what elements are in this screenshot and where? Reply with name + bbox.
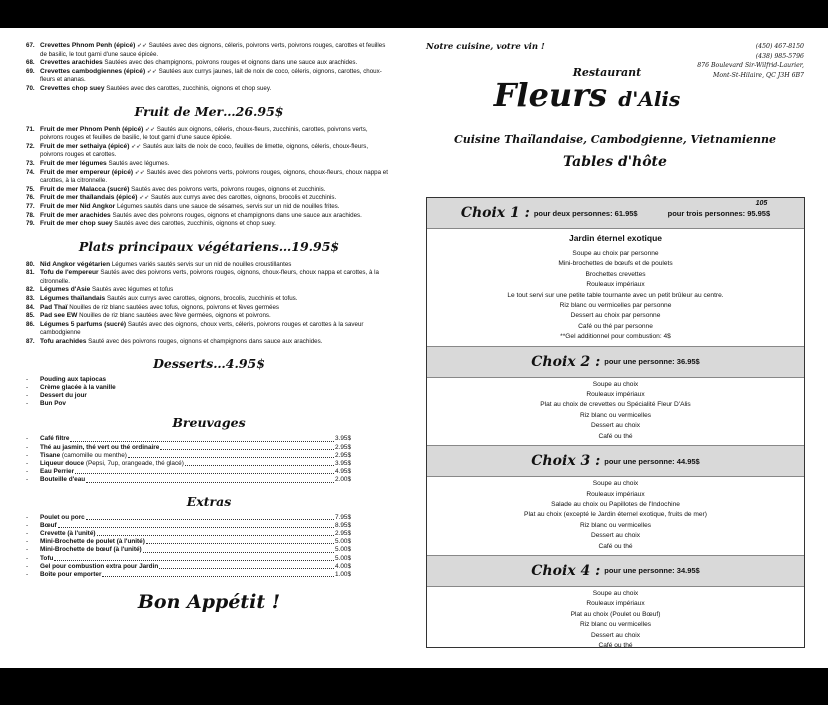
restaurant-name: [398, 76, 776, 115]
choix-1-price-two: pour deux personnes: 61.95$: [533, 208, 638, 218]
dash-marker: -: [26, 571, 29, 579]
item-number: 79.: [26, 220, 35, 228]
dot-leader: [75, 468, 334, 474]
menu-line: Soupe au choix: [592, 480, 639, 488]
jardin-title: Jardin éternel exotique: [568, 233, 663, 243]
phone-1: (450) 467-8150: [755, 43, 804, 50]
price-row-label: [40, 546, 142, 554]
address-line-2: Mont-St-Hilaire, QC J3H 6B7: [713, 71, 804, 79]
dot-leader: [160, 444, 334, 450]
price-row-name: Bœuf: [40, 521, 57, 529]
dash-marker: -: [26, 460, 29, 468]
price-row-name: Gel pour combustion extra pour Jardin: [40, 562, 159, 570]
item-description: Sautés avec des oignons, choux verts, céleris, poivrons rouges et carottes à la saveur cambodgienne: [40, 320, 364, 337]
item-number: 67.: [26, 42, 35, 49]
menu-item: [26, 261, 392, 270]
menu-item: [26, 85, 392, 94]
menu-item: [26, 143, 392, 160]
beverages-list: [26, 435, 351, 484]
price-row: [26, 571, 351, 579]
item-name: Fruit de mer Malacca (sucré): [40, 185, 130, 193]
extras-list: [26, 514, 351, 580]
restaurant-name-a: Fleurs: [493, 76, 608, 114]
item-description: Sautés avec des poivrons verts, poivrons rouges, oignons, choux-fleurs, choux nappa et carottes, à la citronnelle.: [40, 168, 388, 185]
restaurant-logo: [398, 66, 776, 115]
item-description: Sautés avec des poivrons verts, poivrons rouges, oignons et zucchinis.: [131, 185, 326, 193]
item-number: 73.: [26, 159, 35, 167]
item-number: 86.: [26, 320, 35, 328]
item-number: 68.: [26, 59, 35, 67]
menu-item: [26, 220, 392, 229]
dash-marker: -: [26, 468, 29, 476]
menu-item: [26, 338, 392, 347]
price-row-sub: (camomille ou menthe): [61, 451, 127, 459]
menu-line: Café ou thé: [598, 432, 633, 440]
price-value: 4.00$: [335, 562, 351, 570]
menu-line: Riz blanc ou vermicelles par personne: [559, 302, 672, 310]
price-value: 3.95$: [335, 435, 351, 443]
vegetarian-title: Plats principaux végétariens…19.95$: [78, 238, 340, 254]
item-name: Fruit de mer empereur (épicé): [40, 168, 134, 176]
phone-2: (438) 985-5796: [755, 52, 804, 60]
item-name: Fruit de mer sethaiya (épicé): [40, 142, 130, 150]
price-value: 5.00$: [335, 546, 351, 554]
price-row-label: [40, 444, 159, 452]
fruit-de-mer-title: Fruit de Mer…26.95$: [134, 103, 284, 119]
dash-marker: -: [26, 375, 29, 383]
dessert-item: [26, 392, 392, 400]
menu-line: Rouleaux impériaux: [586, 600, 645, 608]
menu-line: Dessert au choix: [590, 422, 641, 430]
item-body: [40, 126, 392, 143]
price-row-label: [40, 571, 101, 579]
price-row-label: [40, 522, 57, 530]
menu-item: [26, 194, 392, 203]
price-row: [26, 460, 351, 468]
price-row-label: [40, 538, 145, 546]
bon-appetit: Bon Appétit !: [137, 591, 281, 614]
dessert-name: Bun Pov: [40, 400, 66, 408]
dash-marker: -: [26, 546, 29, 554]
price-row: [26, 555, 351, 563]
chili-icon: ➶➶: [137, 195, 151, 202]
item-body: [40, 304, 392, 313]
price-row: [26, 476, 351, 484]
item-description: Sautés aux currys avec carottes, oignons, brocolis, zucchinis et tofus.: [106, 295, 298, 303]
dash-marker: -: [26, 443, 29, 451]
choix-2-menu: [427, 378, 804, 445]
item-number: 72.: [26, 142, 35, 150]
menu-line: Le tout servi sur une petite table tournante avec un petit brûleur au centre.: [507, 291, 724, 299]
dessert-item: [26, 400, 392, 408]
extras-title: Extras: [186, 493, 232, 509]
right-column: [426, 42, 804, 170]
vegetarian-list: [26, 261, 392, 347]
menu-line: Café ou thé: [598, 641, 633, 649]
choix-4-label: Choix 4 :: [531, 562, 601, 579]
price-row: [26, 468, 351, 476]
menu-item: [26, 59, 392, 68]
item-description: Sautés avec des poivrons rouges, oignons et champignons dans une sauce aux arachides.: [112, 211, 362, 219]
shrimp-items-list: [26, 42, 392, 94]
item-name: Pad see EW: [40, 312, 78, 320]
item-number: 78.: [26, 211, 35, 219]
item-body: [40, 338, 392, 347]
price-row-name: Eau Perrier: [40, 468, 75, 476]
choix-3-label: Choix 3 :: [531, 453, 601, 470]
item-body: [40, 186, 392, 195]
dessert-name: Dessert du jour: [40, 392, 87, 400]
menu-item: [26, 321, 392, 338]
price-value: 4.95$: [335, 468, 351, 476]
price-row: [26, 530, 351, 538]
item-number: 75.: [26, 185, 35, 193]
price-row-label: [40, 555, 53, 563]
price-row-name: Tofu: [40, 554, 54, 562]
menu-line: Café ou thé: [598, 542, 633, 550]
price-value: 2.00$: [335, 476, 351, 484]
beverages-title: Breuvages: [172, 415, 246, 431]
price-row: [26, 538, 351, 546]
menu-line: Plat au choix (Poulet ou Bœuf): [570, 610, 661, 618]
menu-item: [26, 186, 392, 195]
item-name: Tofu de l'empereur: [40, 269, 99, 277]
cuisine-line: Cuisine Thaïlandaise, Cambodgienne, Vietnamienne: [453, 133, 777, 146]
dot-leader: [159, 563, 334, 569]
item-body: [40, 312, 392, 321]
price-value: 2.95$: [335, 451, 351, 459]
price-row: [26, 452, 351, 460]
item-name: Crevettes Phnom Penh (épicé): [40, 42, 136, 49]
item-description: Sautées aux currys jaunes, lait de noix de coco, céleris, oignons, carottes, choux-fleurs et ananas.: [40, 67, 382, 84]
item-description: Sautées avec des champignons, poivrons rouges et oignons dans une sauce aux arachides.: [104, 59, 358, 67]
price-row: [26, 514, 351, 522]
menu-line: Plat au choix (excepté le Jardin éternel exotique, fruits de mer): [524, 511, 707, 519]
item-description: Sautés avec légumes.: [108, 159, 170, 167]
price-row-label: [40, 460, 184, 468]
item-description: Sautés avec légumes et tofus: [92, 286, 174, 294]
item-body: [40, 321, 392, 338]
dash-marker: -: [26, 530, 29, 538]
item-body: [40, 42, 392, 59]
dessert-name: Pouding aux tapiocas: [40, 375, 107, 383]
menu-item: [26, 169, 392, 186]
menu-line: Soupe au choix: [592, 589, 639, 597]
menu-item: [26, 286, 392, 295]
item-number: 70.: [26, 84, 35, 92]
item-number: 85.: [26, 312, 35, 320]
dash-marker: -: [26, 400, 29, 408]
item-body: [40, 59, 392, 68]
item-body: [40, 169, 392, 186]
dot-leader: [185, 460, 334, 466]
price-row-name: Tisane: [40, 451, 61, 459]
dot-leader: [102, 571, 334, 577]
menu-line: Rouleaux impériaux: [586, 281, 645, 289]
handwritten-note: 105: [755, 199, 768, 207]
menu-item: [26, 312, 392, 321]
price-row-name: Bouteille d'eau: [40, 476, 86, 484]
item-body: [40, 160, 392, 169]
choix-3-band: [427, 445, 804, 477]
left-column: [26, 42, 392, 613]
item-description: Sautés aux laits de noix de coco, feuilles de limette, oignons, céleris, choux-fleurs, poivrons rouges et carottes.: [40, 142, 369, 159]
item-description: Sautées avec des oignons, céleris, poivrons verts, poivrons rouges, carottes et feuilles de basilic, le tout garni d'une sauce épicée.: [40, 42, 386, 58]
chili-icon: ➶➶: [135, 43, 149, 49]
choix-3-price: pour une personne: 44.95$: [604, 456, 700, 466]
item-number: 87.: [26, 338, 35, 346]
choix-1-price-three: pour trois personnes: 95.95$ 105: [667, 199, 771, 218]
chili-icon: ➶➶: [145, 68, 159, 75]
chili-icon: ➶➶: [129, 143, 143, 150]
menu-item: [26, 68, 392, 85]
price-row: [26, 435, 351, 443]
item-body: [40, 220, 392, 229]
item-name: Légumes thaïlandais: [40, 295, 106, 303]
price-row-name: Boîte pour emporter: [40, 571, 102, 579]
price-value: 5.00$: [335, 538, 351, 546]
menu-line: Riz blanc ou vermicelles: [579, 621, 652, 629]
dash-marker: -: [26, 562, 29, 570]
item-body: [40, 261, 392, 270]
dash-marker: -: [26, 383, 29, 391]
menu-item: [26, 42, 392, 59]
item-name: Fruit de mer chop suey: [40, 220, 113, 228]
price-row-label: [40, 435, 69, 443]
chili-icon: ➶➶: [143, 126, 157, 133]
choix-1-label: Choix 1 :: [460, 205, 530, 221]
item-body: [40, 194, 392, 203]
item-number: 81.: [26, 269, 35, 277]
item-description: Légumes variés sautés servis sur un nid de nouilles croustillantes: [111, 260, 292, 268]
item-name: Fruit de mer légumes: [40, 159, 107, 167]
price-row: [26, 546, 351, 554]
price-row: [26, 522, 351, 530]
item-number: 69.: [26, 67, 35, 75]
price-row-name: Crevette (à l'unité): [40, 530, 96, 538]
dash-marker: -: [26, 554, 29, 562]
item-body: [40, 143, 392, 160]
price-row-name: Liqueur douce: [40, 460, 85, 468]
restaurant-label: Restaurant: [572, 66, 642, 79]
item-body: [40, 203, 392, 212]
item-name: Légumes d'Asie: [40, 286, 91, 294]
menu-item: [26, 160, 392, 169]
item-number: 80.: [26, 260, 35, 268]
item-name: Fruit de mer Phnom Penh (épicé): [40, 125, 144, 133]
fruit-de-mer-list: [26, 126, 392, 229]
dash-marker: -: [26, 521, 29, 529]
dash-marker: -: [26, 392, 29, 400]
price-row-name: Thé au jasmin, thé vert ou thé ordinaire: [40, 443, 160, 451]
item-description: Sauté avec des poivrons rouges, oignons et champignons dans sauce aux arachides.: [88, 338, 323, 346]
dash-marker: -: [26, 435, 29, 443]
price-value: 2.95$: [335, 530, 351, 538]
price-row-name: Mini-Brochette de bœuf (à l'unité): [40, 546, 142, 554]
dash-marker: -: [26, 538, 29, 546]
price-value: 5.00$: [335, 554, 351, 562]
menu-line: Plat au choix de crevettes ou Spécialité Fleur D'Alis: [540, 401, 691, 409]
dessert-item: [26, 384, 392, 392]
price-value: 7.95$: [335, 513, 351, 521]
item-number: 74.: [26, 168, 35, 176]
menu-line: Rouleaux impériaux: [586, 490, 645, 498]
item-body: [40, 68, 392, 85]
restaurant-name-b: d'Alis: [618, 87, 681, 111]
item-description: Sautées avec des carottes, zucchinis, oignons et chop suey.: [106, 84, 272, 92]
item-name: Fruit de mer arachides: [40, 211, 111, 219]
menu-line: Dessert au choix: [590, 631, 641, 639]
item-name: Pad Thaï: [40, 303, 68, 311]
item-body: [40, 286, 392, 295]
price-row-name: Poulet ou porc: [40, 513, 85, 521]
menu-line: Brochettes crevettes: [585, 270, 646, 278]
price-row: [26, 444, 351, 452]
menu-line: Riz blanc ou vermicelles: [579, 411, 652, 419]
desserts-title: Desserts…4.95$: [153, 355, 265, 371]
item-number: 84.: [26, 303, 35, 311]
price-row-name: Café filtre: [40, 435, 70, 443]
menu-item: [26, 126, 392, 143]
price-value: 2.95$: [335, 443, 351, 451]
menu-item: [26, 269, 392, 286]
menu-line: Mini-brochettes de bœufs et de poulets: [558, 260, 673, 268]
price-row-label: [40, 476, 85, 484]
desserts-list: [26, 376, 392, 409]
item-name: Crevettes arachides: [40, 59, 103, 67]
price-value: 3.95$: [335, 460, 351, 468]
menu-line: **Gel additionnel pour combustion: 4$: [560, 333, 671, 341]
item-name: Tofu arachides: [40, 338, 87, 346]
dash-marker: -: [26, 476, 29, 484]
item-name: Fruit de mer Nid Angkor: [40, 202, 116, 210]
dot-leader: [58, 522, 334, 528]
menu-line: Soupe au choix par personne: [572, 250, 659, 257]
item-description: Sautés aux currys avec des carottes, oignons, brocolis et zucchinis.: [150, 194, 337, 202]
dash-marker: -: [26, 513, 29, 521]
dot-leader: [86, 514, 334, 520]
item-number: 83.: [26, 295, 35, 303]
dot-leader: [146, 538, 334, 544]
choix-2-label: Choix 2 :: [531, 353, 601, 370]
menu-line: Rouleaux impériaux: [586, 391, 645, 399]
menu-item: [26, 304, 392, 313]
dessert-item: [26, 376, 392, 384]
price-row-name: Mini-Brochette de poulet (à l'unité): [40, 538, 145, 546]
price-row: [26, 563, 351, 571]
choix-1-band: [427, 198, 804, 229]
item-description: Nouilles de riz blanc sautées avec fève germées, oignons et poivrons.: [79, 312, 271, 320]
item-description: Sautés aux oignons, céleris, choux-fleurs, zucchinis, carottes, poivrons verts, poivrons rouges et feuilles de basilic, le tout garni d'une sauce épicée.: [40, 125, 368, 142]
item-name: Fruit de mer thaïlandais (épicé): [40, 194, 138, 202]
menu-line: Dessert au choix: [590, 532, 641, 540]
menu-item: [26, 212, 392, 221]
menu-line: Soupe au choix: [592, 380, 639, 388]
price-row-label: [40, 563, 158, 571]
dot-leader: [70, 435, 334, 441]
table-dhote-box: [426, 197, 805, 648]
item-number: 82.: [26, 286, 35, 294]
dot-leader: [97, 530, 335, 536]
menu-line: Café ou thé par personne: [578, 322, 653, 330]
item-body: [40, 269, 392, 286]
choix-2-band: [427, 346, 804, 378]
item-description: Sautés avec des carottes, zucchinis, oignons et chop suey.: [114, 220, 276, 228]
price-row-label: [40, 452, 127, 460]
choix-1-menu: [427, 229, 804, 346]
choix-4-menu: [427, 587, 804, 654]
tables-title: Tables d'hôte: [563, 154, 667, 170]
item-number: 76.: [26, 194, 35, 202]
menu-line: Salade au choix ou Papillotes de l'Indochine: [551, 500, 680, 508]
price-row-sub: (Pepsi, 7up, orangeade, thé glacé): [85, 460, 184, 468]
dessert-name: Crème glacée à la vanille: [40, 383, 116, 391]
price-row-label: [40, 530, 96, 538]
dot-leader: [54, 555, 334, 561]
item-description: Nouilles de riz blanc sautées avec tofus, oignons, poivrons et fèves germées: [69, 303, 280, 311]
item-number: 71.: [26, 125, 35, 133]
item-description: Sautés avec des poivrons verts, poivrons rouges, oignons, choux-fleurs, choux nappa et carottes, à la citronnelle.: [40, 269, 379, 285]
item-description: Légumes sautés dans une sauce de sésames, servis sur un nid de nouilles frites.: [116, 202, 340, 210]
choix-3-menu: [427, 477, 804, 555]
dash-marker: -: [26, 451, 29, 459]
price-row-label: [40, 468, 74, 476]
dot-leader: [143, 546, 334, 552]
slogan: Notre cuisine, votre vin !: [426, 42, 545, 52]
choix-4-price: pour une personne: 34.95$: [604, 566, 700, 576]
item-name: Crevettes cambodgiennes (épicé): [40, 67, 146, 75]
item-body: [40, 85, 392, 94]
choix-4-band: [427, 555, 804, 587]
menu-item: [26, 203, 392, 212]
price-row-label: [40, 514, 85, 522]
choix-2-price: pour une personne: 36.95$: [604, 357, 700, 367]
address-line-1: 876 Boulevard Sir-Wilfrid-Laurier,: [697, 62, 804, 69]
item-name: Crevettes chop suey: [40, 84, 105, 92]
menu-item: [26, 295, 392, 304]
menu-page: [0, 28, 828, 668]
item-body: [40, 295, 392, 304]
dot-leader: [86, 476, 334, 482]
chili-icon: ➶➶: [133, 169, 147, 176]
item-number: 77.: [26, 202, 35, 210]
item-name: Nid Angkor végétarien: [40, 260, 111, 268]
menu-line: Dessert au choix par personne: [570, 312, 661, 320]
menu-line: Riz blanc ou vermicelles: [579, 521, 652, 529]
item-name: Légumes 5 parfums (sucré): [40, 320, 127, 328]
dot-leader: [128, 452, 334, 458]
price-value: 8.95$: [335, 521, 351, 529]
price-value: 1.00$: [335, 571, 351, 579]
item-body: [40, 212, 392, 221]
